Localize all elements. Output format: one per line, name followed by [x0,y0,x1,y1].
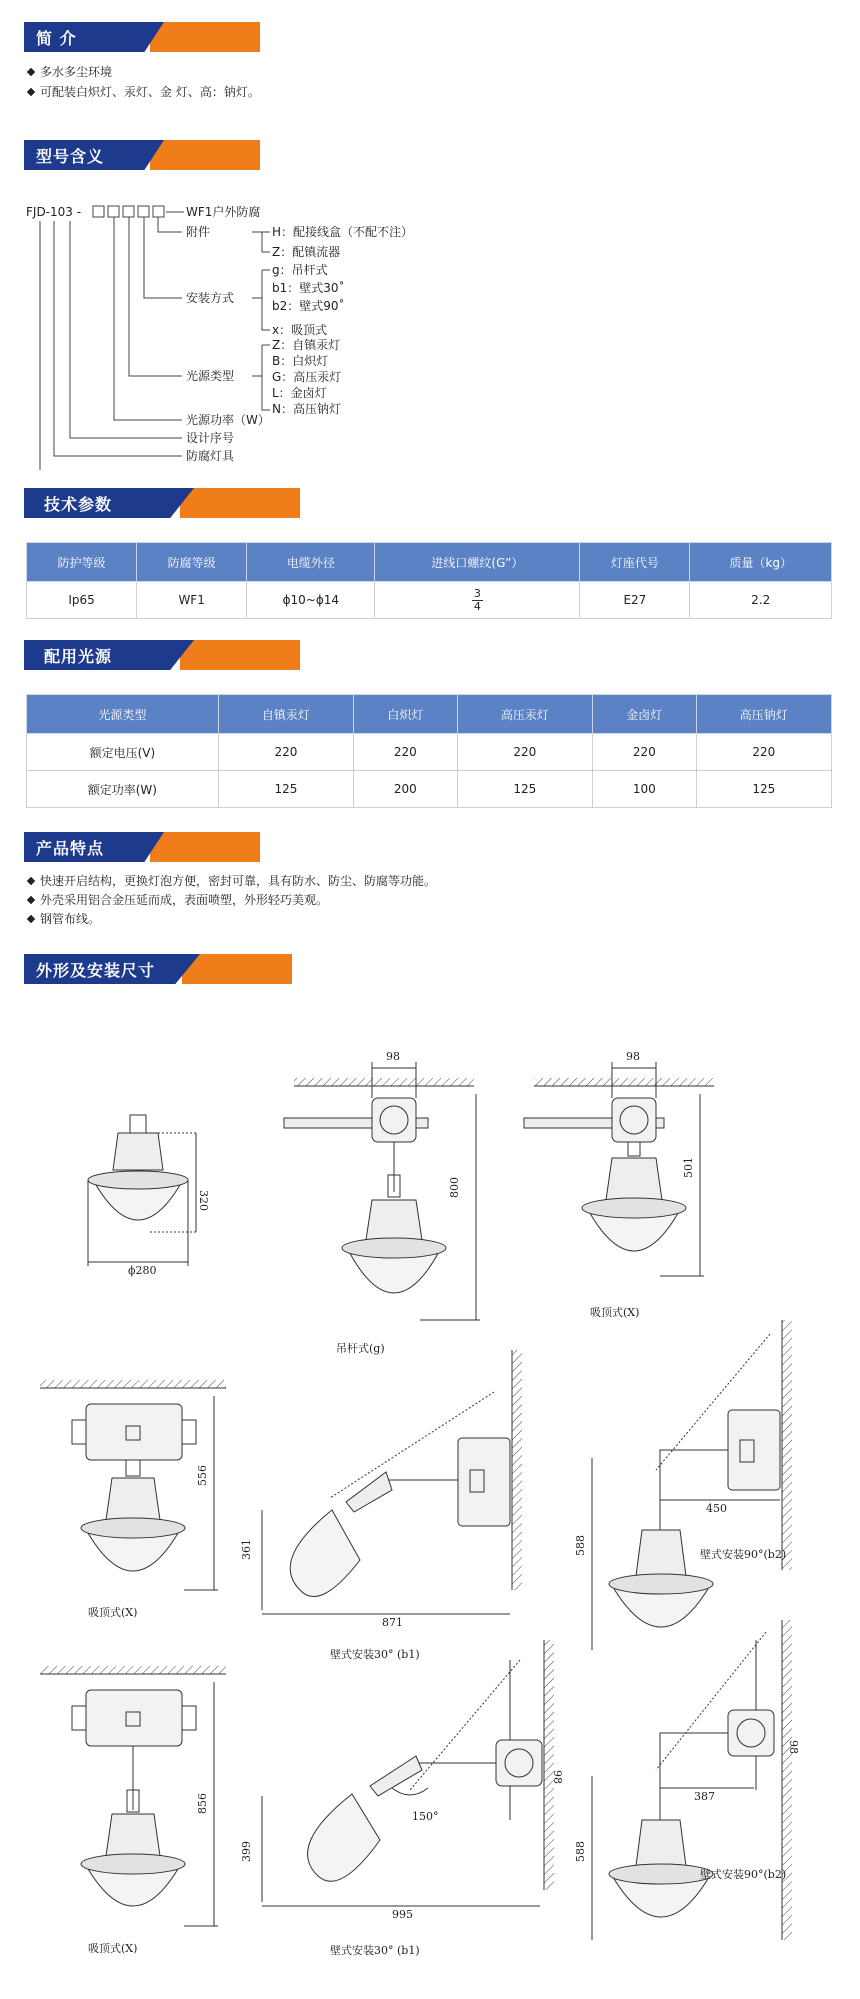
section-banner-lights [24,640,300,670]
table-header-row [27,543,832,582]
dimension-drawings [0,1010,860,1990]
source-option: B：白炽灯 [272,354,329,368]
table-cell: 220 [593,734,697,771]
table-cell: 220 [354,734,458,771]
table-cell: 100 [593,771,697,808]
drawing-wall-30-2 [262,1640,554,1906]
drawing-wall-90-2 [592,1620,792,1940]
table-header: 白炽灯 [354,695,458,734]
accessory-option: H：配接线盒（不配不注） [272,225,414,239]
dim-d7-h: 856 [196,1793,209,1814]
list-item: 钢管布线。 [26,910,436,929]
section-banner-model [24,140,260,170]
table-row [27,582,832,619]
table-cell: 125 [457,771,592,808]
model-code: FJD-103 - [26,205,82,219]
label-serial: 设计序号 [186,431,235,445]
section-banner-tech [24,488,300,518]
caption-d8: 壁式安装30° (b1) [330,1944,420,1957]
dim-d1-h: 320 [197,1190,210,1211]
code-box [123,206,134,217]
list-item: 外壳采用铝合金压延而成，表面喷塑，外形轻巧美观。 [26,891,436,910]
table-header: 防护等级 [27,543,137,582]
section-title: 外形及安装尺寸 [36,961,156,980]
drawing-wall-90-1 [592,1320,792,1650]
table-cell: 220 [218,734,353,771]
table-cell: WF1 [137,582,247,619]
caption-d4: 吸顶式(X) [88,1606,138,1619]
table-header: 金卤灯 [593,695,697,734]
table-header: 自镇汞灯 [218,695,353,734]
table-cell: E27 [580,582,690,619]
list-item: 可配装白炽灯、汞灯、金 灯、高：钠灯。 [26,82,260,102]
light-source-table [26,694,832,808]
table-cell: Ip65 [27,582,137,619]
table-cell [375,582,580,619]
source-option: Z：自镇汞灯 [272,338,341,352]
table-cell: 2.2 [690,582,832,619]
caption-d2: 吊杆式(g) [336,1342,385,1355]
table-row [27,734,832,771]
table-header: 防腐等级 [137,543,247,582]
section-banner-intro [24,22,260,52]
code-box [138,206,149,217]
table-header: 高压汞灯 [457,695,592,734]
dim-d6-h: 588 [574,1535,587,1556]
source-option: N：高压钠灯 [272,402,341,416]
model-suffix: WF1户外防腐 [186,205,261,219]
table-cell: 220 [696,734,831,771]
table-cell: 125 [218,771,353,808]
dim-d8-h: 399 [240,1841,253,1862]
section-banner-dims [24,954,292,984]
dim-d4-h: 556 [196,1465,209,1486]
label-source-type: 光源类型 [186,369,235,383]
label-install: 安装方式 [186,291,235,305]
label-lamp: 防腐灯具 [186,449,235,463]
install-option: g：吊杆式 [272,263,328,277]
model-designation-diagram [0,190,500,470]
dim-d6-w: 450 [706,1502,727,1515]
table-header: 电缆外径 [247,543,375,582]
caption-d7: 吸顶式(X) [88,1942,138,1955]
dim-d5-h: 361 [240,1539,253,1560]
table-cell: ϕ10~ϕ14 [247,582,375,619]
dim-d2-w: 98 [386,1050,400,1063]
install-option: b2：壁式90˚ [272,299,345,313]
caption-d3: 吸顶式(X) [590,1306,640,1319]
thread-fraction: $\frac{3}{4}$ [473,586,481,613]
section-title: 型号含义 [36,147,105,166]
table-header: 光源类型 [27,695,219,734]
drawing-lamp-basic [88,1115,198,1266]
section-title: 配用光源 [44,647,113,666]
dim-d9-h: 588 [574,1841,587,1862]
dim-d5-w: 871 [382,1616,403,1629]
label-accessory: 附件 [186,225,211,239]
label-power: 光源功率（W） [186,413,270,427]
caption-d6: 壁式安装90°(b2) [700,1548,787,1561]
table-header: 质量（kg） [690,543,832,582]
code-box [108,206,119,217]
table-cell: 220 [457,734,592,771]
dim-d1-w: ϕ280 [128,1264,157,1277]
table-cell: 200 [354,771,458,808]
features-list [26,872,436,929]
dim-d3-w: 98 [626,1050,640,1063]
section-title: 简 介 [36,29,77,48]
table-header: 灯座代号 [580,543,690,582]
dim-d8-angle: 150° [412,1810,439,1823]
code-box [153,206,164,217]
table-header: 进线口螺纹(G”） [375,543,580,582]
caption-d5: 壁式安装30° (b1) [330,1648,420,1661]
source-option: G：高压汞灯 [272,370,342,384]
install-option: b1：壁式30˚ [272,281,345,295]
caption-d9: 壁式安装90°(b2) [700,1868,787,1881]
dim-d9-side: 98 [787,1740,800,1754]
source-option: L：金卤灯 [272,386,327,400]
table-header-row [27,695,832,734]
dim-d3-h: 501 [682,1157,695,1178]
dim-d8-side: 98 [551,1770,564,1784]
accessory-option: Z：配镇流器 [272,245,341,259]
install-option: x：吸顶式 [272,323,328,337]
table-cell: 额定功率(W) [27,771,219,808]
section-title: 技术参数 [44,495,113,514]
code-box [93,206,104,217]
table-row [27,771,832,808]
dim-d8-w: 995 [392,1908,413,1921]
drawing-wall-30-1 [262,1350,522,1614]
table-cell: 额定电压(V) [27,734,219,771]
table-cell: 125 [696,771,831,808]
dim-d9-w: 387 [694,1790,715,1803]
list-item: 快速开启结构，更换灯泡方便，密封可靠，具有防水、防尘、防腐等功能。 [26,872,436,891]
list-item: 多水多尘环境 [26,62,260,82]
section-banner-features [24,832,260,862]
tech-params-table [26,542,832,619]
intro-list [26,62,260,102]
section-title: 产品特点 [36,839,105,858]
table-header: 高压钠灯 [696,695,831,734]
dim-d2-h: 800 [448,1177,461,1198]
